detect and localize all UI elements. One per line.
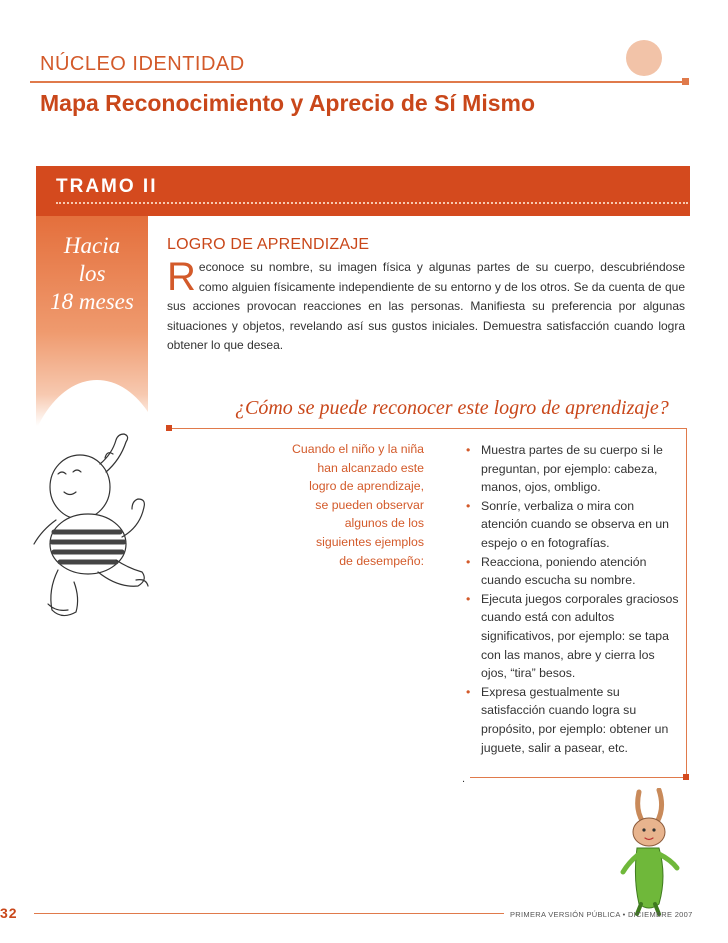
observation-line: logro de aprendizaje, xyxy=(309,479,424,494)
bunny-illustration xyxy=(615,788,695,918)
question-rule-right xyxy=(686,428,687,778)
header-decoration-circle xyxy=(626,40,662,76)
logro-text: econoce su nombre, su imagen física y algunas partes de su cuerpo, descubriéndose como alguien físicamente independiente de su entorno y de los otros. Se da cuenta de que sus acciones provocan reacciones en las personas. Manifiesta su preferencia por algunas situaciones y objetos, revelando así sus gustos iniciales. Demuestra satisfacción cuando logra obtener lo que desea. xyxy=(167,260,685,352)
section-label: NÚCLEO IDENTIDAD xyxy=(40,53,245,75)
question-heading: ¿Cómo se puede reconocer este logro de aprendizaje? xyxy=(235,397,669,419)
footer-edition: PRIMERA VERSIÓN PÚBLICA • DICIEMBRE 2007 xyxy=(510,910,693,919)
header-rule xyxy=(30,81,688,83)
age-line: Hacia xyxy=(63,233,121,258)
logro-heading: LOGRO DE APRENDIZAJE xyxy=(167,236,370,253)
question-rule-top xyxy=(168,428,686,429)
observation-line: algunos de los xyxy=(344,516,424,531)
age-line: 18 meses xyxy=(50,289,134,314)
observation-line: Cuando el niño y la niña xyxy=(292,442,424,456)
age-line: los xyxy=(78,261,106,286)
observation-line: se pueden observar xyxy=(315,497,424,512)
question-rule-bottom xyxy=(470,777,687,778)
page-title: Mapa Reconocimiento y Aprecio de Sí Mismo xyxy=(40,90,536,116)
observation-intro xyxy=(262,440,424,570)
list-item: • Sonríe, verbaliza o mira con atención cuando se observa en un espejo o en fotografías. xyxy=(464,497,682,553)
question-rule-dot xyxy=(166,425,172,431)
observation-line: han alcanzado este xyxy=(317,460,424,475)
baby-illustration xyxy=(18,432,168,632)
footer-rule xyxy=(34,913,504,914)
list-item: • Expresa gestualmente su satisfacción cuando logra su propósito, por ejemplo: obtener un juguete, salir a pasear, etc. xyxy=(464,683,682,757)
drop-cap: R xyxy=(167,255,196,299)
logro-description xyxy=(167,255,685,356)
list-item: • Muestra partes de su cuerpo si le preguntan, por ejemplo: cabeza, manos, ojos, ombligo. xyxy=(464,441,682,497)
trailing-mark: . xyxy=(462,773,466,785)
observation-line: siguientes ejemplos xyxy=(315,534,424,549)
header-rule-end xyxy=(682,78,689,85)
list-item: • Ejecuta juegos corporales graciosos cuando está con adultos significativos, por ejemplo: se tapa con las manos, abre y cierra los ojos, “tira” besos. xyxy=(464,590,682,683)
observation-line: de desempeño: xyxy=(339,553,424,568)
tramo-label: TRAMO II xyxy=(56,176,158,197)
page-number: 32 xyxy=(0,905,18,921)
question-rule-dot xyxy=(683,774,689,780)
tramo-dotted-rule xyxy=(56,202,688,204)
performance-examples-list xyxy=(464,441,682,757)
list-item: • Reacciona, poniendo atención cuando escucha su nombre. xyxy=(464,553,682,590)
age-range xyxy=(36,232,148,316)
